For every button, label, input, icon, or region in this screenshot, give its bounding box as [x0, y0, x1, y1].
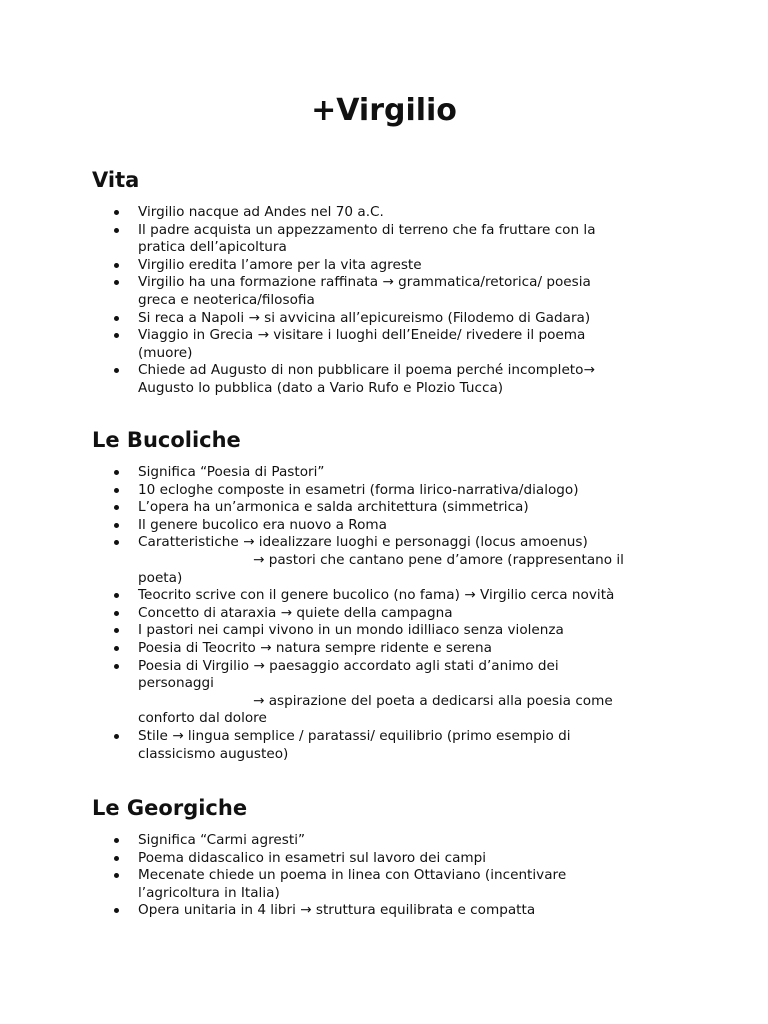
bullet-icon	[114, 838, 119, 843]
list-item	[112, 327, 672, 362]
list-item-text: Poesia di Teocrito → natura sempre ridente e serena	[138, 639, 492, 656]
list-item	[112, 850, 672, 868]
section-heading-bucoliche: Le Bucoliche	[92, 428, 241, 452]
list-item-text: Virgilio ha una formazione raffinata → grammatica/retorica/ poesia	[138, 274, 591, 291]
list-item	[112, 658, 672, 728]
list-item-text: Virgilio nacque ad Andes nel 70 a.C.	[138, 204, 384, 220]
list-item-text: Il padre acquista un appezzamento di terreno che fa fruttare con la	[138, 221, 596, 238]
bullet-icon	[114, 316, 119, 321]
list-item	[112, 534, 672, 587]
list-item-text: Il genere bucolico era nuovo a Roma	[138, 516, 387, 533]
list-item-text: → pastori che cantano pene d’amore (rappresentano il	[253, 551, 624, 568]
list-item	[112, 362, 672, 397]
list-item	[112, 867, 672, 902]
bullet-icon	[114, 368, 119, 373]
list-item	[112, 310, 672, 328]
list-item-text: l’agricoltura in Italia)	[138, 884, 280, 901]
list-item-text: I pastori nei campi vivono in un mondo idilliaco senza violenza	[138, 622, 564, 639]
bullet-list-bucoliche	[112, 464, 672, 763]
list-item-text: Virgilio eredita l’amore per la vita agreste	[138, 256, 422, 273]
list-item-text: Opera unitaria in 4 libri → struttura equilibrata e compatta	[138, 902, 536, 919]
list-item	[112, 902, 672, 920]
bullet-icon	[114, 873, 119, 878]
list-item	[112, 222, 672, 257]
bullet-icon	[114, 540, 119, 545]
bullet-icon	[114, 664, 119, 669]
list-item	[112, 622, 672, 640]
bullet-icon	[114, 333, 119, 338]
bullet-icon	[114, 505, 119, 510]
bullet-list-georgiche	[112, 832, 672, 920]
bullet-icon	[114, 611, 119, 616]
bullet-icon	[114, 734, 119, 739]
list-item-text: conforto dal dolore	[138, 710, 267, 727]
list-item-text: Significa “Carmi agresti”	[138, 832, 306, 848]
list-item	[112, 499, 672, 517]
list-item-text: classicismo augusteo)	[138, 745, 289, 762]
list-item-text: (muore)	[138, 344, 193, 361]
list-item-text: Significa “Poesia di Pastori”	[138, 464, 325, 480]
list-item	[112, 728, 672, 763]
list-item	[112, 587, 672, 605]
list-item-text: 10 ecloghe composte in esametri (forma lirico-narrativa/dialogo)	[138, 481, 579, 498]
list-item-text: Mecenate chiede un poema in linea con Ottaviano (incentivare	[138, 867, 567, 884]
bullet-icon	[114, 593, 119, 598]
list-item-text: Chiede ad Augusto di non pubblicare il poema perché incompleto→	[138, 362, 595, 379]
bullet-icon	[114, 523, 119, 528]
document-title: +Virgilio	[311, 93, 457, 128]
list-item-text: greca e neoterica/filosofia	[138, 291, 315, 308]
list-item-text: → aspirazione del poeta a dedicarsi alla poesia come	[253, 692, 613, 709]
list-item-text: Concetto di ataraxia → quiete della campagna	[138, 604, 453, 621]
list-item-text: poeta)	[138, 569, 183, 586]
section-heading-georgiche: Le Georgiche	[92, 796, 248, 820]
list-item-text: Poema didascalico in esametri sul lavoro dei campi	[138, 849, 487, 866]
list-item	[112, 257, 672, 275]
list-item-text: Poesia di Virgilio → paesaggio accordato agli stati d’animo dei	[138, 657, 559, 674]
section-heading-vita: Vita	[92, 168, 140, 192]
bullet-icon	[114, 228, 119, 233]
list-item	[112, 204, 672, 222]
bullet-icon	[114, 856, 119, 861]
list-item-text: personaggi	[138, 675, 214, 692]
bullet-icon	[114, 263, 119, 268]
list-item-text: Caratteristiche → idealizzare luoghi e personaggi (locus amoenus)	[138, 534, 588, 551]
list-item	[112, 482, 672, 500]
bullet-list-vita	[112, 204, 672, 398]
list-item	[112, 640, 672, 658]
list-item-text: Viaggio in Grecia → visitare i luoghi dell’Eneide/ rivedere il poema	[138, 327, 586, 344]
list-item-text: Augusto lo pubblica (dato a Vario Rufo e Plozio Tucca)	[138, 379, 504, 396]
bullet-icon	[114, 280, 119, 285]
list-item	[112, 605, 672, 623]
list-item-text: Stile → lingua semplice / paratassi/ equilibrio (primo esempio di	[138, 727, 571, 744]
list-item-text: L’opera ha un’armonica e salda architettura (simmetrica)	[138, 499, 529, 516]
bullet-icon	[114, 488, 119, 493]
bullet-icon	[114, 470, 119, 475]
list-item-text: pratica dell’apicoltura	[138, 239, 287, 256]
bullet-icon	[114, 646, 119, 651]
bullet-icon	[114, 908, 119, 913]
bullet-icon	[114, 628, 119, 633]
list-item	[112, 832, 672, 850]
list-item-text: Si reca a Napoli → si avvicina all’epicureismo (Filodemo di Gadara)	[138, 309, 591, 326]
list-item	[112, 274, 672, 309]
bullet-icon	[114, 210, 119, 215]
list-item	[112, 517, 672, 535]
list-item-text: Teocrito scrive con il genere bucolico (no fama) → Virgilio cerca novità	[138, 587, 615, 604]
list-item	[112, 464, 672, 482]
